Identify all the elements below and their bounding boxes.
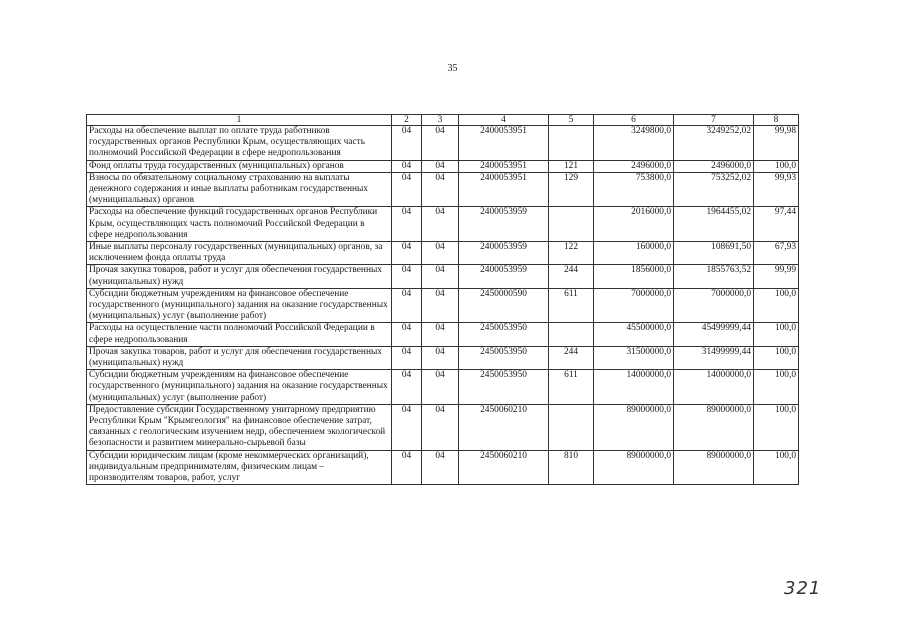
row-value-cell: 753800,0 [594, 172, 674, 207]
row-value-cell: 04 [422, 207, 459, 242]
row-name-cell: Расходы на обеспечение функций государственных органов Республики Крым, осуществляющих часть полномочий Российской Федерации в сфере недропользования [87, 207, 392, 242]
row-value-cell: 2400053959 [459, 265, 549, 288]
row-value-cell: 100,0 [754, 450, 799, 485]
row-value-cell: 45499999,44 [674, 323, 754, 346]
row-value-cell: 100,0 [754, 323, 799, 346]
row-value-cell: 89000000,0 [674, 404, 754, 450]
row-value-cell: 2450000590 [459, 288, 549, 323]
row-value-cell: 04 [392, 346, 422, 369]
column-header: 4 [459, 115, 549, 126]
row-name-cell: Расходы на обеспечение выплат по оплате труда работников государственных органов Республики Крым, осуществляющих часть полномочий Российской Федерации в сфере недропользования [87, 126, 392, 161]
row-value-cell: 100,0 [754, 160, 799, 172]
column-header: 6 [594, 115, 674, 126]
row-value-cell: 100,0 [754, 404, 799, 450]
row-value-cell: 04 [422, 404, 459, 450]
row-value-cell: 2450053950 [459, 370, 549, 405]
row-name-cell: Иные выплаты персоналу государственных (муниципальных) органов, за исключением фонда оплаты труда [87, 242, 392, 265]
row-value-cell: 3249800,0 [594, 126, 674, 161]
row-value-cell: 2400053959 [459, 242, 549, 265]
row-value-cell: 611 [549, 288, 594, 323]
row-value-cell: 31499999,44 [674, 346, 754, 369]
row-value-cell: 7000000,0 [674, 288, 754, 323]
row-value-cell: 04 [392, 404, 422, 450]
row-value-cell: 04 [422, 450, 459, 485]
row-value-cell: 122 [549, 242, 594, 265]
row-value-cell: 04 [422, 370, 459, 405]
row-value-cell: 04 [392, 323, 422, 346]
page-number: 35 [447, 63, 458, 74]
row-value-cell: 2400053959 [459, 207, 549, 242]
row-value-cell: 244 [549, 346, 594, 369]
row-value-cell: 04 [422, 172, 459, 207]
row-value-cell: 04 [392, 370, 422, 405]
column-header: 2 [392, 115, 422, 126]
row-value-cell: 810 [549, 450, 594, 485]
row-value-cell: 2400053951 [459, 126, 549, 161]
row-value-cell: 04 [392, 207, 422, 242]
row-value-cell: 99,93 [754, 172, 799, 207]
row-name-cell: Субсидии бюджетным учреждениям на финансовое обеспечение государственного (муниципального) задания на оказание государственных (муниципальных) услуг (выполнение работ) [87, 370, 392, 405]
row-value-cell: 2496000,0 [674, 160, 754, 172]
table-row [87, 265, 799, 288]
row-value-cell: 1856000,0 [594, 265, 674, 288]
table-row [87, 346, 799, 369]
row-name-cell: Прочая закупка товаров, работ и услуг для обеспечения государственных (муниципальных) нужд [87, 346, 392, 369]
row-value-cell [549, 207, 594, 242]
row-value-cell: 753252,02 [674, 172, 754, 207]
column-header: 1 [87, 115, 392, 126]
row-name-cell: Субсидии бюджетным учреждениям на финансовое обеспечение государственного (муниципального) задания на оказание государственных (муниципальных) услуг (выполнение работ) [87, 288, 392, 323]
column-header: 5 [549, 115, 594, 126]
row-value-cell: 04 [392, 160, 422, 172]
row-value-cell: 31500000,0 [594, 346, 674, 369]
row-value-cell: 1964455,02 [674, 207, 754, 242]
row-value-cell: 99,99 [754, 265, 799, 288]
row-value-cell: 89000000,0 [594, 404, 674, 450]
row-value-cell: 100,0 [754, 370, 799, 405]
row-value-cell: 04 [392, 450, 422, 485]
table-row [87, 288, 799, 323]
row-value-cell: 160000,0 [594, 242, 674, 265]
row-value-cell: 129 [549, 172, 594, 207]
row-value-cell: 04 [422, 160, 459, 172]
row-value-cell: 04 [392, 265, 422, 288]
row-value-cell: 2450060210 [459, 404, 549, 450]
row-value-cell: 97,44 [754, 207, 799, 242]
row-value-cell: 100,0 [754, 346, 799, 369]
row-value-cell: 04 [392, 242, 422, 265]
table-row [87, 160, 799, 172]
table-row [87, 242, 799, 265]
row-value-cell: 04 [392, 126, 422, 161]
column-header: 3 [422, 115, 459, 126]
row-value-cell [549, 323, 594, 346]
row-name-cell: Субсидии юридическим лицам (кроме некоммерческих организаций), индивидуальным предпринимателям, физическим лицам – производителям товаров, работ, услуг [87, 450, 392, 485]
row-value-cell [549, 126, 594, 161]
row-name-cell: Фонд оплаты труда государственных (муниципальных) органов [87, 160, 392, 172]
row-value-cell: 611 [549, 370, 594, 405]
row-value-cell: 2400053951 [459, 160, 549, 172]
row-value-cell: 04 [422, 346, 459, 369]
row-value-cell: 04 [422, 126, 459, 161]
row-name-cell: Прочая закупка товаров, работ и услуг для обеспечения государственных (муниципальных) нужд [87, 265, 392, 288]
row-value-cell: 2450053950 [459, 323, 549, 346]
table-row [87, 172, 799, 207]
row-name-cell: Предоставление субсидии Государственному унитарному предприятию Республики Крым "Крымгеология" на финансовое обеспечение затрат, связанных с геологическим изучением недр, обеспечением экологической безопасности и развитием минерально-сырьевой базы [87, 404, 392, 450]
handwritten-page-number: 321 [784, 578, 822, 599]
row-name-cell: Взносы по обязательному социальному страхованию на выплаты денежного содержания и иные выплаты работникам государственных (муниципальных) органов [87, 172, 392, 207]
row-value-cell: 244 [549, 265, 594, 288]
row-value-cell: 3249252,02 [674, 126, 754, 161]
row-value-cell: 14000000,0 [674, 370, 754, 405]
row-value-cell: 2016000,0 [594, 207, 674, 242]
table-row [87, 126, 799, 161]
row-value-cell: 04 [422, 323, 459, 346]
header-row [87, 115, 799, 126]
row-value-cell: 2496000,0 [594, 160, 674, 172]
row-name-cell: Расходы на осуществление части полномочий Российской Федерации в сфере недропользования [87, 323, 392, 346]
row-value-cell: 100,0 [754, 288, 799, 323]
row-value-cell: 04 [422, 288, 459, 323]
row-value-cell: 2450053950 [459, 346, 549, 369]
table-row [87, 404, 799, 450]
table-row [87, 450, 799, 485]
row-value-cell: 108691,50 [674, 242, 754, 265]
row-value-cell: 89000000,0 [594, 450, 674, 485]
table-row [87, 207, 799, 242]
budget-table [86, 114, 799, 485]
table-row [87, 323, 799, 346]
column-header: 8 [754, 115, 799, 126]
row-value-cell: 99,98 [754, 126, 799, 161]
row-value-cell [549, 404, 594, 450]
row-value-cell: 1855763,52 [674, 265, 754, 288]
table-row [87, 370, 799, 405]
row-value-cell: 121 [549, 160, 594, 172]
row-value-cell: 04 [392, 172, 422, 207]
row-value-cell: 2450060210 [459, 450, 549, 485]
row-value-cell: 45500000,0 [594, 323, 674, 346]
row-value-cell: 7000000,0 [594, 288, 674, 323]
row-value-cell: 14000000,0 [594, 370, 674, 405]
row-value-cell: 04 [392, 288, 422, 323]
row-value-cell: 2400053951 [459, 172, 549, 207]
column-header: 7 [674, 115, 754, 126]
row-value-cell: 04 [422, 265, 459, 288]
row-value-cell: 04 [422, 242, 459, 265]
row-value-cell: 89000000,0 [674, 450, 754, 485]
row-value-cell: 67,93 [754, 242, 799, 265]
